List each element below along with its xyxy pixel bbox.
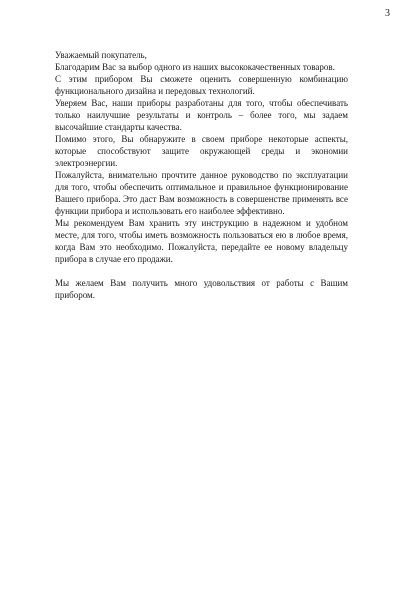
closing-line: Мы желаем Вам получить много удовольствия от работы с Вашим прибором. <box>55 278 348 300</box>
paragraph-read-manual: Пожалуйста, внимательно прочтите данное руководство по эксплуатации для того, чтобы обеспечить оптимальное и правильное функционирование Вашего прибора. Это даст Вам возможность в совершенстве применять все функции прибора и использовать его наиболее эффективно. <box>55 170 348 216</box>
page-number: 3 <box>385 8 390 19</box>
paragraph-thanks: Благодарим Вас за выбор одного из наших высококачественных товаров. <box>55 62 335 72</box>
paragraph-environment: Помимо этого, Вы обнаружите в своем приборе некоторые аспекты, которые способствуют защите окружающей среды и экономии электроэнергии. <box>55 134 348 168</box>
paragraph-keep-manual: Мы рекомендуем Вам хранить эту инструкцию в надежном и удобном месте, для того, чтобы иметь возможность пользоваться ею в любое время, когда Вам это необходимо. Пожалуйста, передайте ее новому владельцу прибора в случае его продажи. <box>55 218 348 264</box>
paragraph-technology: С этим прибором Вы сможете оценить совершенную комбинацию функционального дизайна и передовых технологий. <box>55 74 348 96</box>
greeting-line: Уважаемый покупатель, <box>55 50 147 60</box>
paragraph-quality: Уверяем Вас, наши приборы разработаны для того, чтобы обеспечивать только наилучшие результаты и контроль – более того, мы задаем высочайшие стандарты качества. <box>55 98 348 132</box>
document-body <box>55 49 348 301</box>
